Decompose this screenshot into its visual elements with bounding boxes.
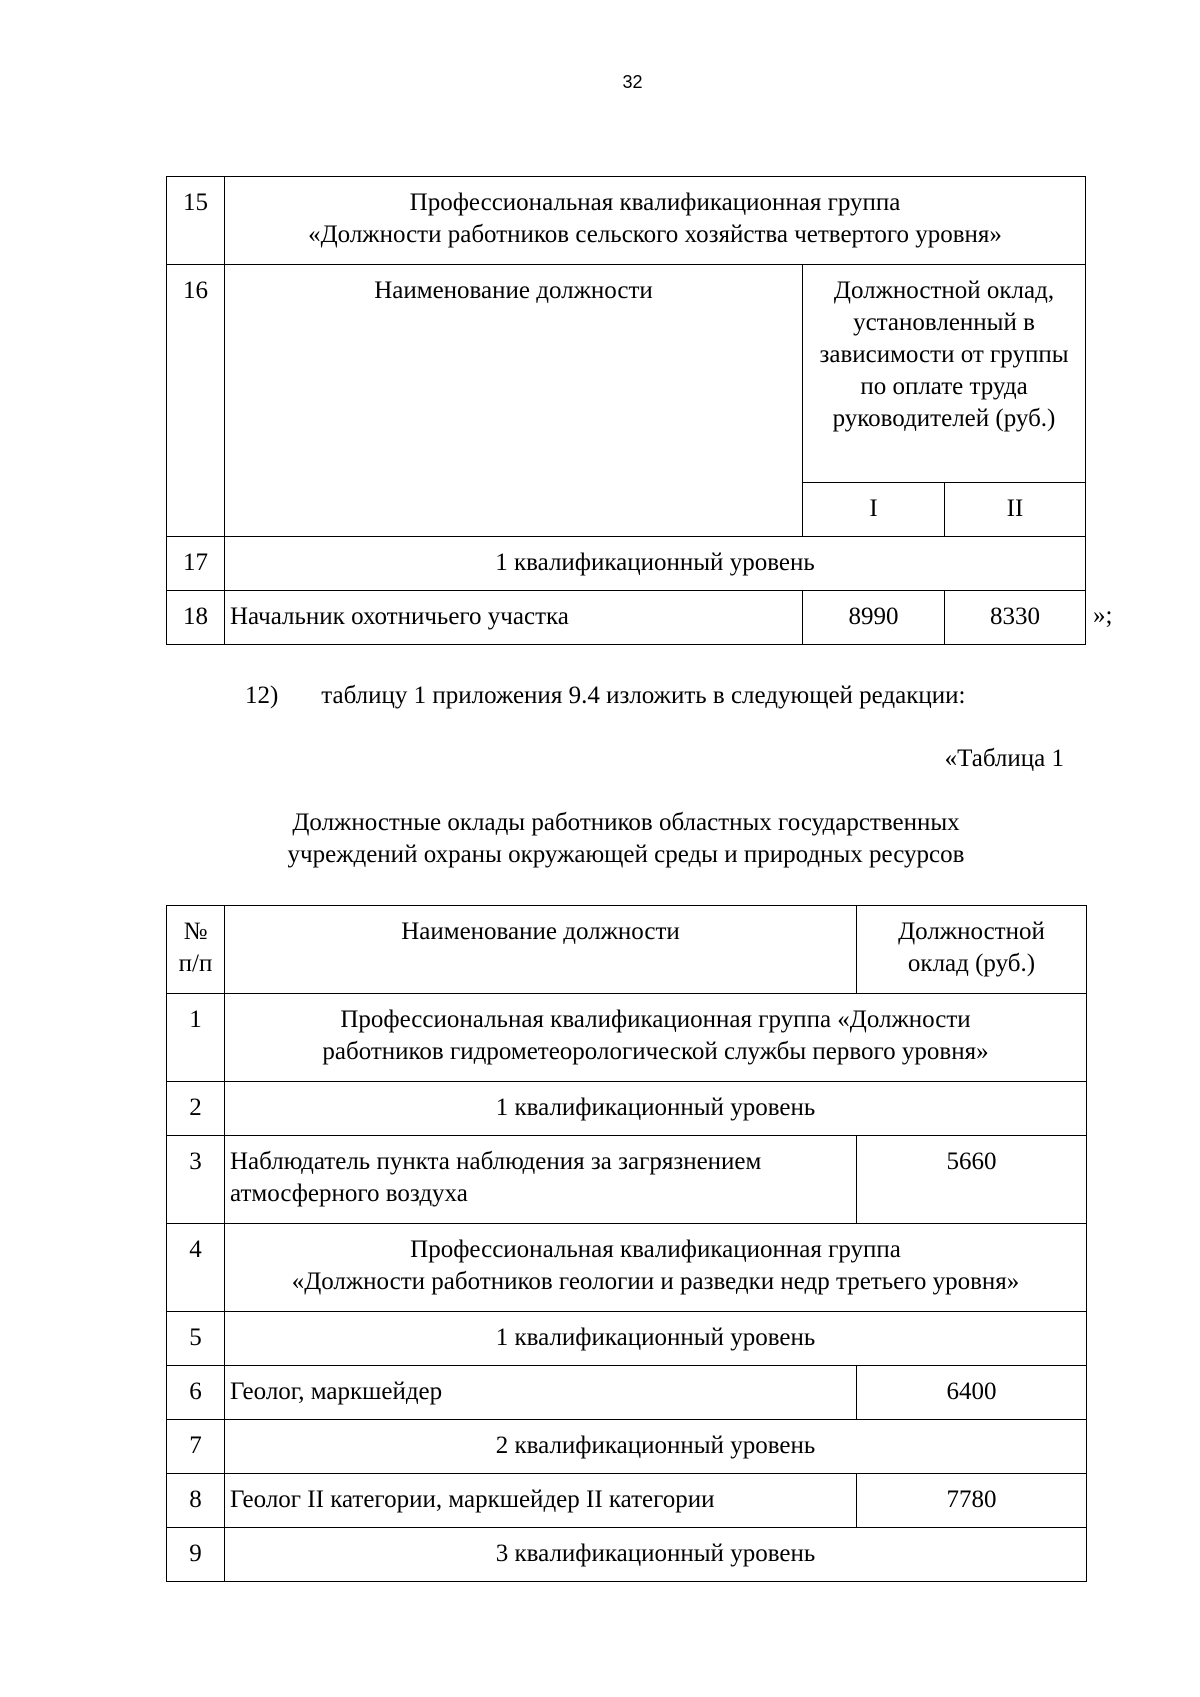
table-caption: Должностные оклады работников областных государственных учреждений охраны окружающей среды и природных ресурсов bbox=[287, 809, 965, 868]
qualification-level: 3 квалификационный уровень bbox=[225, 1528, 1087, 1582]
column-header-salary: Должностной оклад (руб.) bbox=[857, 906, 1087, 994]
table-row bbox=[167, 177, 1086, 265]
column-header-group-i: I bbox=[803, 483, 945, 537]
row-number: 6 bbox=[167, 1366, 225, 1420]
qualification-level: 1 квалификационный уровень bbox=[225, 537, 1086, 591]
row-number: 16 bbox=[167, 265, 225, 537]
position-name: Геолог II категории, маркшейдер II категории bbox=[225, 1474, 857, 1528]
row-number: 7 bbox=[167, 1420, 225, 1474]
table-header-row bbox=[167, 906, 1087, 994]
qualification-group-title: Профессиональная квалификационная группа «Должности работников геологии и разведки недр третьего уровня» bbox=[225, 1224, 1087, 1312]
salary-table-environment bbox=[166, 905, 1087, 1582]
table-row bbox=[167, 537, 1086, 591]
salary-value: 5660 bbox=[857, 1136, 1087, 1224]
salary-group-ii: 8330 bbox=[945, 591, 1086, 645]
salary-group-i: 8990 bbox=[803, 591, 945, 645]
table-header-row bbox=[167, 265, 1086, 483]
table-row bbox=[167, 1312, 1087, 1366]
page-number: 32 bbox=[622, 72, 643, 92]
item-text: таблицу 1 приложения 9.4 изложить в следующей редакции: bbox=[321, 682, 966, 709]
table-row bbox=[167, 591, 1086, 645]
position-name: Начальник охотничьего участка bbox=[225, 591, 803, 645]
position-name: Геолог, маркшейдер bbox=[225, 1366, 857, 1420]
row-number: 4 bbox=[167, 1224, 225, 1312]
column-header-number: № п/п bbox=[167, 906, 225, 994]
column-header-salary: Должностной оклад, установленный в зависимости от группы по оплате труда руководителей (руб.) bbox=[803, 265, 1086, 483]
salary-table-agriculture bbox=[166, 176, 1086, 645]
salary-value: 7780 bbox=[857, 1474, 1087, 1528]
table-row bbox=[167, 1420, 1087, 1474]
row-number: 18 bbox=[167, 591, 225, 645]
item-number: 12) bbox=[245, 682, 279, 709]
qualification-level: 1 квалификационный уровень bbox=[225, 1082, 1087, 1136]
row-number: 1 bbox=[167, 994, 225, 1082]
position-name: Наблюдатель пункта наблюдения за загрязнением атмосферного воздуха bbox=[225, 1136, 857, 1224]
table-row bbox=[167, 1136, 1087, 1224]
table-row bbox=[167, 1528, 1087, 1582]
column-header-position: Наименование должности bbox=[225, 265, 803, 537]
row-number: 3 bbox=[167, 1136, 225, 1224]
qualification-group-title: Профессиональная квалификационная группа «Должности работников гидрометеорологической службы первого уровня» bbox=[225, 994, 1087, 1082]
row-number: 17 bbox=[167, 537, 225, 591]
column-header-position: Наименование должности bbox=[225, 906, 857, 994]
table-row bbox=[167, 1082, 1087, 1136]
table-label: «Таблица 1 bbox=[944, 745, 1064, 772]
table-row bbox=[167, 994, 1087, 1082]
column-header-group-ii: II bbox=[945, 483, 1086, 537]
amendment-item bbox=[245, 680, 965, 712]
salary-value: 6400 bbox=[857, 1366, 1087, 1420]
row-number: 8 bbox=[167, 1474, 225, 1528]
qualification-level: 1 квалификационный уровень bbox=[225, 1312, 1087, 1366]
table-row bbox=[167, 1224, 1087, 1312]
row-number: 2 bbox=[167, 1082, 225, 1136]
qualification-group-title: Профессиональная квалификационная группа «Должности работников сельского хозяйства четвертого уровня» bbox=[225, 177, 1086, 265]
qualification-level: 2 квалификационный уровень bbox=[225, 1420, 1087, 1474]
row-number: 5 bbox=[167, 1312, 225, 1366]
table-row bbox=[167, 1474, 1087, 1528]
row-number: 15 bbox=[167, 177, 225, 265]
row-number: 9 bbox=[167, 1528, 225, 1582]
table-row bbox=[167, 1366, 1087, 1420]
closing-quote: »; bbox=[1093, 602, 1113, 629]
